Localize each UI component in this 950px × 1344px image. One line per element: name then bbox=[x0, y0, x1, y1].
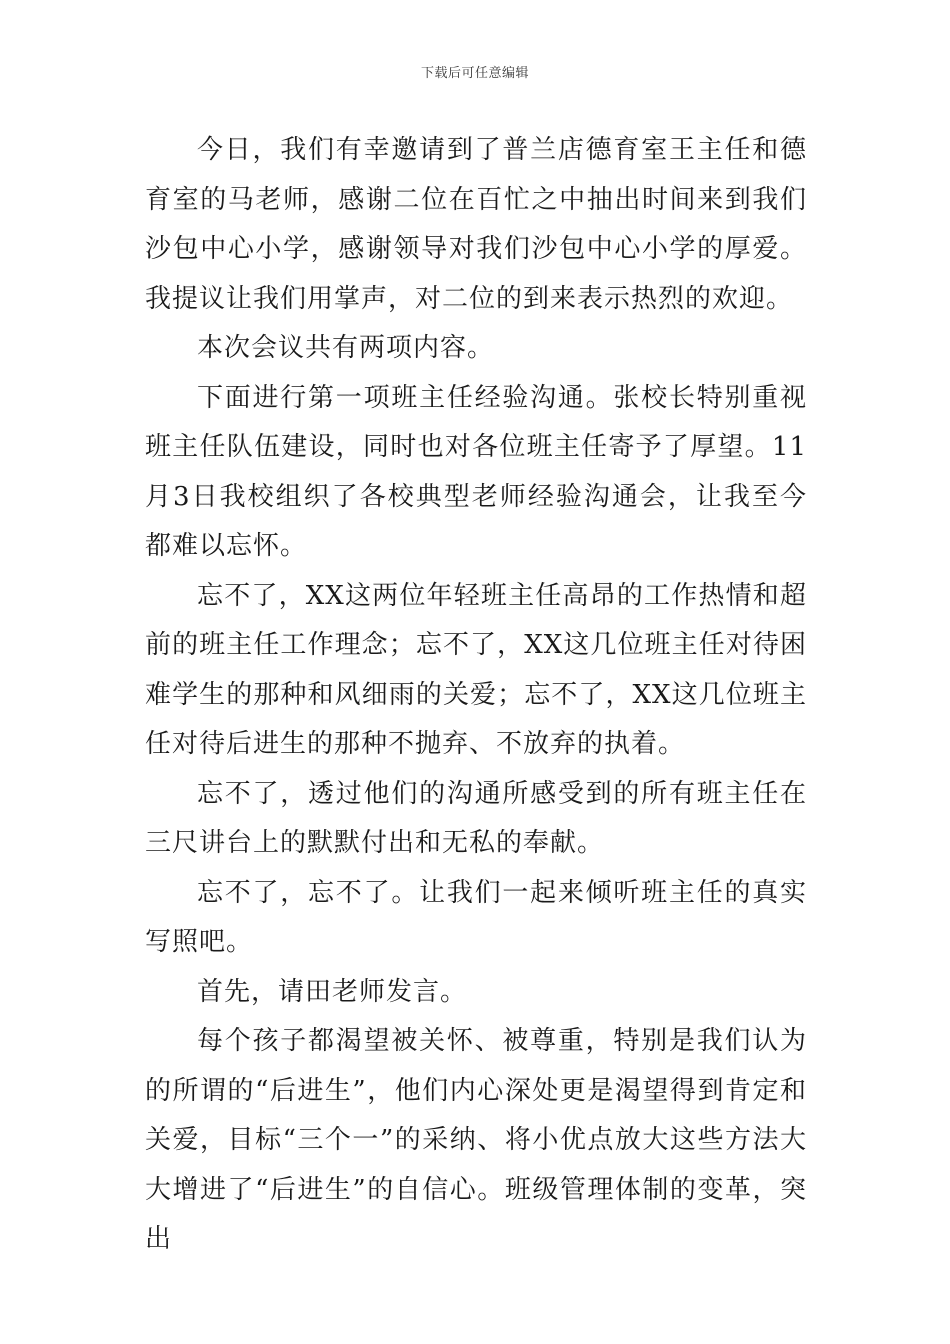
paragraph-cannot-forget-2: 忘不了，透过他们的沟通所感受到的所有班主任在三尺讲台上的默默付出和无私的奉献。 bbox=[145, 778, 807, 858]
paragraph-speech: 每个孩子都渴望被关怀、被尊重，特别是我们认为的所谓的“后进生”，他们内心深处更是渴望得到肯定和关爱，目标“三个一”的采纳、将小优点放大这些方法大大增进了“后进生”的自信心。班级管理体制的变革，突出 bbox=[145, 1026, 807, 1254]
paragraph-cannot-forget-1: 忘不了，XX这两位年轻班主任高昂的工作热情和超前的班主任工作理念；忘不了，XX这几位班主任对待困难学生的那种和风细雨的关爱；忘不了，XX这几位班主任对待后进生的那种不抛弃、不放弃的执着。 bbox=[145, 580, 807, 759]
paragraph-first-item: 下面进行第一项班主任经验沟通。张校长特别重视班主任队伍建设，同时也对各位班主任寄予了厚望。11月3日我校组织了各校典型老师经验沟通会，让我至今都难以忘怀。 bbox=[145, 382, 807, 561]
paragraph-first-speaker: 首先，请田老师发言。 bbox=[197, 976, 468, 1007]
paragraph-cannot-forget-3: 忘不了，忘不了。让我们一起来倾听班主任的真实写照吧。 bbox=[145, 877, 807, 957]
paragraph-welcome: 今日，我们有幸邀请到了普兰店德育室王主任和德育室的马老师，感谢二位在百忙之中抽出时间来到我们沙包中心小学，感谢领导对我们沙包中心小学的厚爱。我提议让我们用掌声，对二位的到来表示热烈的欢迎。 bbox=[145, 135, 807, 314]
document-body bbox=[145, 126, 807, 1265]
paragraph-agenda: 本次会议共有两项内容。 bbox=[197, 333, 495, 363]
header-note: 下载后可任意编辑 bbox=[420, 66, 529, 81]
